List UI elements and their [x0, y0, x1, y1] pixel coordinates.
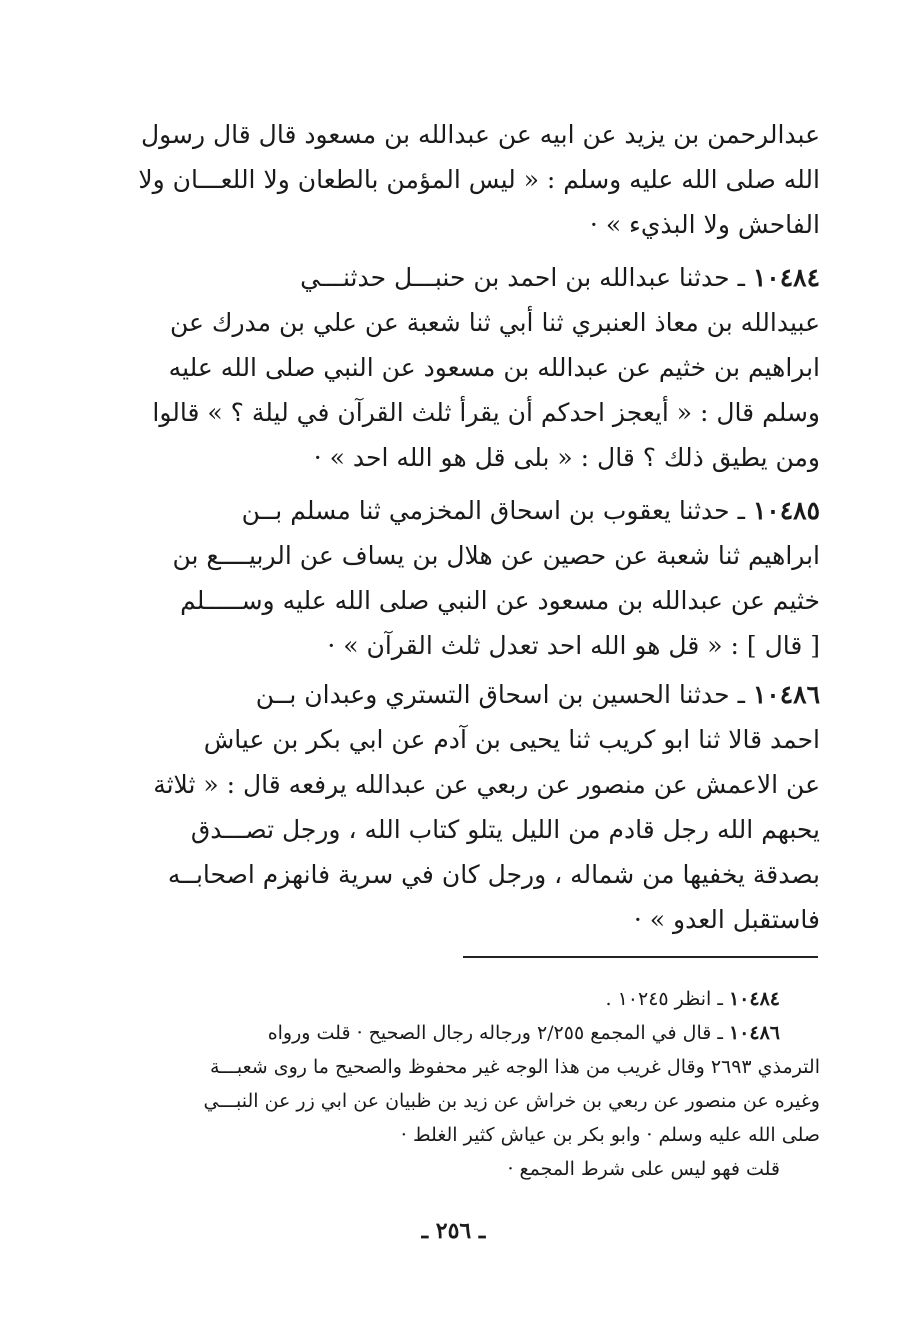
text-line: الله صلى الله عليه وسلم : « ليس المؤمن بالطعان ولا اللعـــان ولا	[138, 165, 820, 194]
hadith-10486	[100, 672, 820, 942]
footnotes	[100, 982, 820, 1186]
hadith-10485	[100, 488, 820, 668]
text-segment: ـ حدثنا الحسين بن اسحاق التستري وعبدان بــن	[255, 680, 745, 709]
text-line: يحبهم الله رجل قادم من الليل يتلو كتاب الله ، ورجل تصـــدق	[190, 815, 820, 844]
text-line: ومن يطيق ذلك ؟ قال : « بلى قل هو الله احد » ·	[313, 443, 820, 472]
hadith-number: ١٠٤٨٤	[752, 263, 820, 292]
hadith-number: ١٠٤٨٦	[752, 680, 820, 709]
footnote-line	[100, 1016, 820, 1050]
footnote-separator	[463, 956, 818, 958]
footnote-line: صلى الله عليه وسلم · وابو بكر بن عياش كثير الغلط ·	[400, 1124, 820, 1146]
text-line	[100, 255, 820, 300]
text-line: وسلم قال : « أيعجز احدكم أن يقرأ ثلث القرآن في ليلة ؟ » قالوا	[152, 398, 820, 427]
text-line: خثيم عن عبدالله بن مسعود عن النبي صلى الله عليه وســـــلم	[180, 586, 820, 615]
footnote-line	[100, 982, 820, 1016]
text-segment: ـ حدثنا يعقوب بن اسحاق المخزمي ثنا مسلم بــن	[241, 496, 745, 525]
text-segment: ـ حدثنا عبدالله بن احمد بن حنبـــل حدثنـــي	[300, 263, 745, 292]
text-line: فاستقبل العدو » ·	[633, 905, 820, 934]
text-line: الفاحش ولا البذيء » ·	[589, 210, 820, 239]
paragraph-continuation	[100, 112, 820, 247]
text-line: عبيدالله بن معاذ العنبري ثنا أبي ثنا شعبة عن علي بن مدرك عن	[169, 308, 820, 337]
footnote-line: الترمذي ٢٦٩٣ وقال غريب من هذا الوجه غير محفوظ والصحيح ما روى شعبـــة	[209, 1056, 820, 1078]
text-line	[100, 488, 820, 533]
footnote-number: ١٠٤٨٤	[728, 988, 780, 1010]
text-line: [ قال ] : « قل هو الله احد تعدل ثلث القرآن » ·	[327, 631, 820, 660]
text-line: عبدالرحمن بن يزيد عن ابيه عن عبدالله بن مسعود قال قال رسول	[140, 120, 820, 149]
footnote-text: ـ قال في المجمع ٢/٢٥٥ ورجاله رجال الصحيح · قلت ورواه	[267, 1022, 723, 1044]
footnote-line: قلت فهو ليس على شرط المجمع ·	[507, 1158, 780, 1180]
text-line: ابراهيم بن خثيم عن عبدالله بن مسعود عن النبي صلى الله عليه	[168, 353, 820, 382]
hadith-number: ١٠٤٨٥	[752, 496, 820, 525]
text-line	[100, 672, 820, 717]
text-line: بصدقة يخفيها من شماله ، ورجل كان في سرية فانهزم اصحابــه	[167, 860, 820, 889]
page-number: ـ ٢٥٦ ـ	[421, 1218, 486, 1244]
footnote-text: ـ انظر ١٠٢٤٥ .	[605, 988, 723, 1010]
footnote-number: ١٠٤٨٦	[728, 1022, 780, 1044]
hadith-10484	[100, 255, 820, 480]
text-line: ابراهيم ثنا شعبة عن حصين عن هلال بن يساف عن الربيــــع بن	[172, 541, 820, 570]
footnote-line: وغيره عن منصور عن ربعي بن خراش عن زيد بن ظبيان عن ابي زر عن النبـــي	[203, 1090, 820, 1112]
text-line: عن الاعمش عن منصور عن ربعي عن عبدالله يرفعه قال : « ثلاثة	[153, 770, 820, 799]
text-line: احمد قالا ثنا ابو كريب ثنا يحيى بن آدم عن ابي بكر بن عياش	[203, 725, 820, 754]
